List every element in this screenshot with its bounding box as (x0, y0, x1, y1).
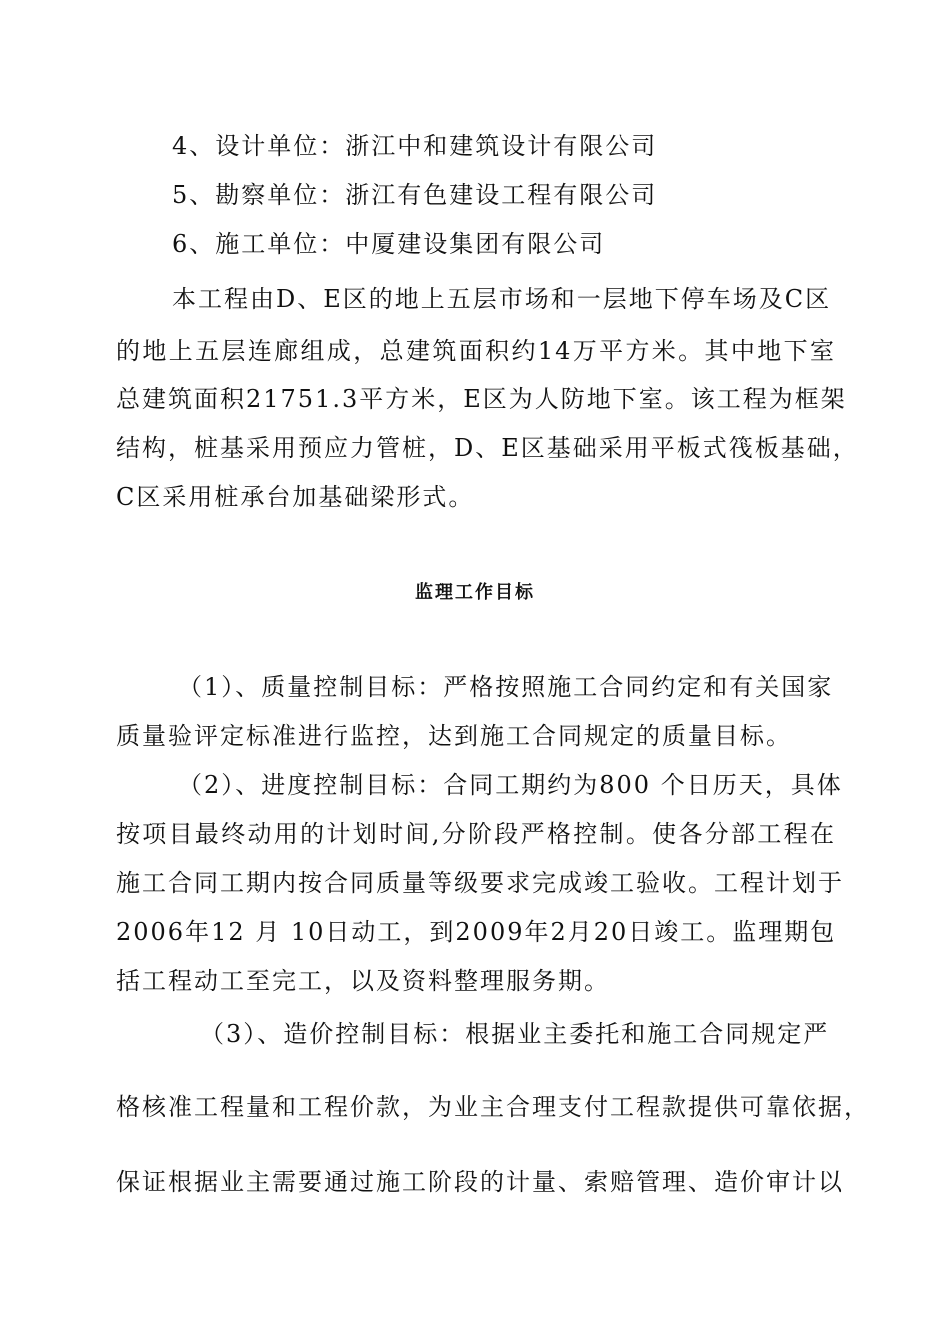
design-unit-line (172, 130, 657, 162)
quality-target-line: 质量验评定标准进行监控，达到施工合同规定的质量目标。 (116, 722, 792, 750)
overview-line: C区采用桩承台加基础梁形式。 (116, 483, 475, 511)
overview-line: 总建筑面积21751.3平方米，E区为人防地下室。该工程为框架 (116, 385, 847, 413)
construction-unit-value: 中厦建设集团有限公司 (345, 230, 606, 258)
quality-target-line: （1）、质量控制目标：严格按照施工合同约定和有关国家 (178, 673, 834, 701)
schedule-target-line: （2）、进度控制目标：合同工期约为800 个日历天，具体 (178, 771, 843, 799)
schedule-target-line: 按项目最终动用的计划时间,分阶段严格控制。使各分部工程在 (116, 820, 836, 848)
cost-target-line: 保证根据业主需要通过施工阶段的计量、索赔管理、造价审计以 (116, 1168, 844, 1196)
construction-unit-line (172, 228, 605, 260)
survey-unit-label: 5、勘察单位： (172, 181, 346, 209)
overview-line: 本工程由D、E区的地上五层市场和一层地下停车场及C区 (172, 285, 832, 313)
schedule-target-line: 施工合同工期内按合同质量等级要求完成竣工验收。工程计划于 (116, 869, 844, 897)
survey-unit-value: 浙江有色建设工程有限公司 (345, 181, 658, 209)
schedule-target-line: 括工程动工至完工，以及资料整理服务期。 (116, 967, 610, 995)
section-heading: 监理工作目标 (415, 582, 535, 603)
design-unit-label: 4、设计单位： (172, 132, 346, 160)
cost-target-line: 格核准工程量和工程价款，为业主合理支付工程款提供可靠依据， (116, 1093, 870, 1121)
overview-line: 结构，桩基采用预应力管桩，D、E区基础采用平板式筏板基础， (116, 434, 859, 462)
cost-target-line: （3）、造价控制目标：根据业主委托和施工合同规定严 (200, 1020, 830, 1048)
schedule-target-line: 2006年12 月 10日动工，到2009年2月20日竣工。监理期包 (116, 918, 837, 946)
overview-line: 的地上五层连廊组成，总建筑面积约14万平方米。其中地下室 (116, 337, 836, 365)
design-unit-value: 浙江中和建筑设计有限公司 (345, 132, 658, 160)
construction-unit-label: 6、施工单位： (172, 230, 346, 258)
survey-unit-line (172, 179, 657, 211)
